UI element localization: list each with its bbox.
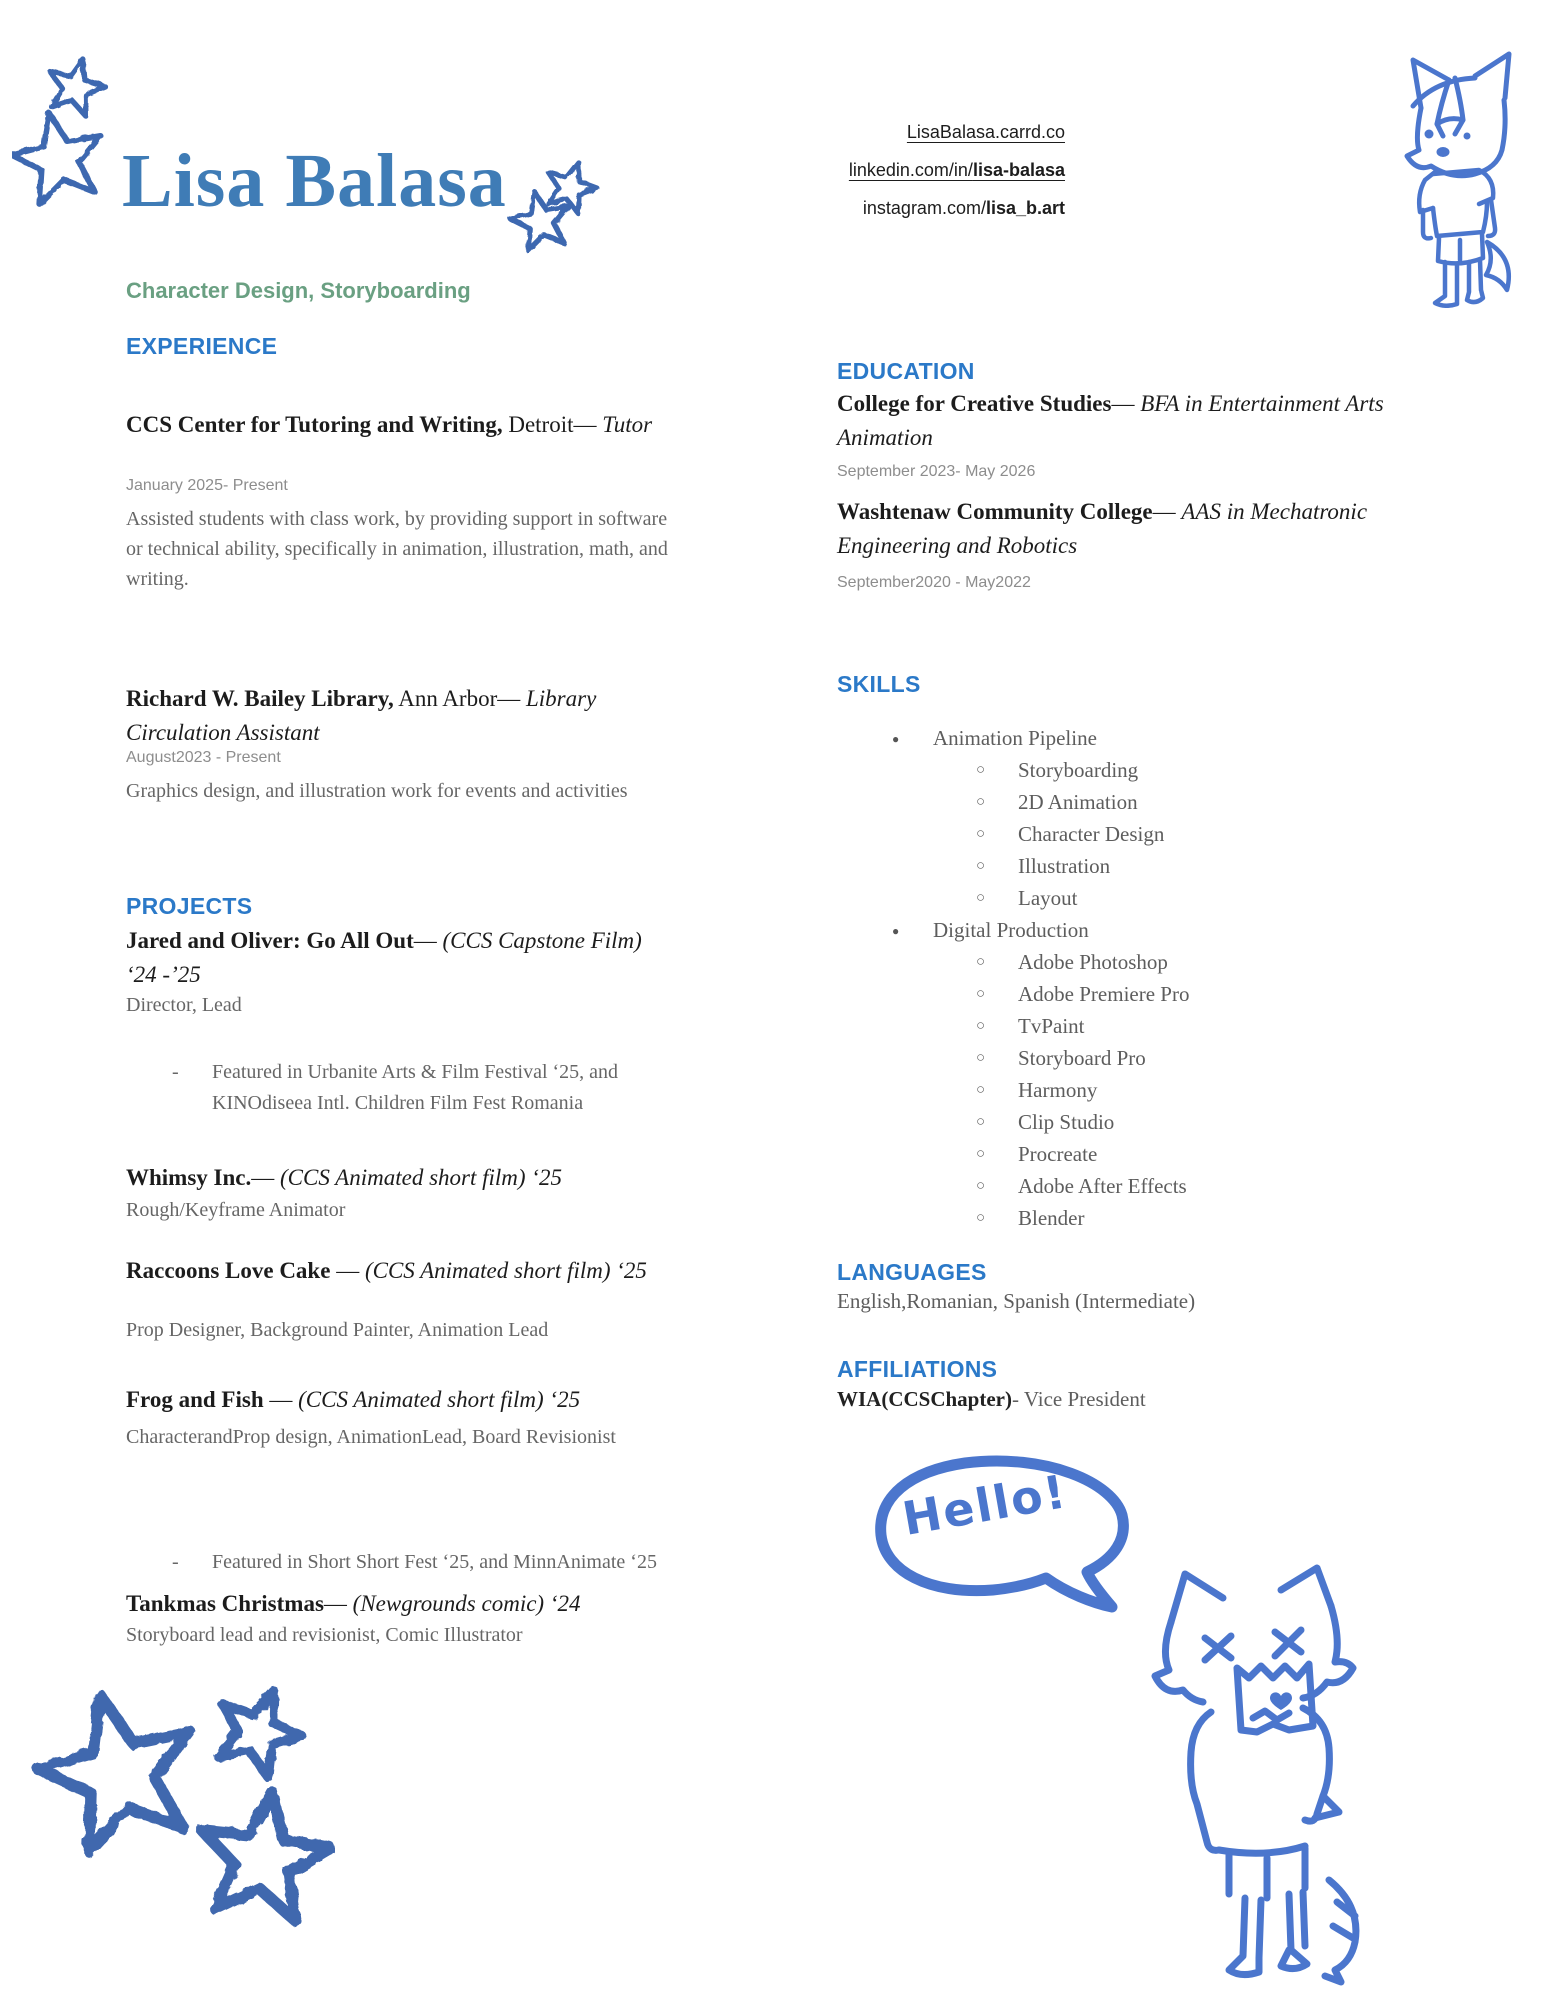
stars-doodle-top-left — [12, 50, 117, 210]
skill-item: ○ Character Design — [837, 818, 1402, 850]
skill-item: ○ Adobe Premiere Pro — [837, 978, 1402, 1010]
project-title: Tankmas Christmas— (Newgrounds comic) ‘24 — [126, 1591, 581, 1616]
link-carrd[interactable]: LisaBalasa.carrd.co — [906, 122, 1065, 142]
section-heading-skills: SKILLS — [837, 671, 921, 697]
job-title: CCS Center for Tutoring and Writing, Detroit— Tutor — [126, 412, 653, 437]
job-dates: January 2025- Present — [126, 477, 288, 494]
skill-item: ○ TvPaint — [837, 1010, 1402, 1042]
red-panda-character-doodle — [1145, 1560, 1360, 1990]
section-heading-education: EDUCATION — [837, 358, 975, 384]
page-title-name: Lisa Balasa — [122, 139, 507, 223]
subtitle: Character Design, Storyboarding — [126, 278, 471, 303]
project-title: Whimsy Inc.— (CCS Animated short film) ‘25 — [126, 1165, 562, 1190]
section-heading-projects: PROJECTS — [126, 893, 253, 919]
project-title: Frog and Fish — (CCS Animated short film) ‘25 — [126, 1387, 581, 1412]
skill-group: ● Animation Pipeline — [837, 722, 1402, 754]
project-title: Raccoons Love Cake — (CCS Animated short film) ‘25 — [126, 1258, 647, 1283]
job-description: Graphics design, and illustration work for events and activities — [126, 780, 628, 802]
project-role: Storyboard lead and revisionist, Comic Illustrator — [126, 1624, 523, 1646]
skill-item: ○ Storyboarding — [837, 754, 1402, 786]
speech-bubble-doodle — [855, 1445, 1160, 1625]
job-title: Richard W. Bailey Library, Ann Arbor— Library Circulation Assistant — [126, 686, 597, 745]
fox-character-doodle — [1383, 46, 1523, 308]
project-bullet: - Featured in Short Short Fest ‘25, and MinnAnimate ‘25 — [126, 1547, 674, 1578]
project-role: Director, Lead — [126, 994, 242, 1016]
languages-text: English,Romanian, Spanish (Intermediate) — [837, 1289, 1196, 1313]
job-description: Assisted students with class work, by providing support in software or technical ability, specifically in animation, illustration, math, and writing. — [126, 508, 668, 590]
section-heading-experience: EXPERIENCE — [126, 333, 278, 359]
job-dates: August2023 - Present — [126, 749, 281, 766]
skill-item: ○ Procreate — [837, 1138, 1402, 1170]
skill-item: ○ Adobe Photoshop — [837, 946, 1402, 978]
project-role: Prop Designer, Background Painter, Animation Lead — [126, 1319, 549, 1341]
link-linkedin[interactable]: linkedin.com/in/lisa-balasa — [848, 160, 1065, 180]
skill-item: ○ Layout — [837, 882, 1402, 914]
speech-bubble-text: Hello! — [898, 1464, 1072, 1546]
skill-item: ○ Harmony — [837, 1074, 1402, 1106]
skill-group: ● Digital Production — [837, 914, 1402, 946]
skill-item: ○ Blender — [837, 1202, 1402, 1234]
link-instagram[interactable]: instagram.com/lisa_b.art — [862, 198, 1065, 218]
project-bullet: - Featured in Urbanite Arts & Film Festival ‘25, and KINOdiseea Intl. Children Film Fest Romania — [126, 1057, 674, 1119]
school-dates: September 2023- May 2026 — [837, 463, 1036, 480]
school-title: Washtenaw Community College— AAS in Mechatronic Engineering and Robotics — [837, 499, 1368, 558]
project-title: Jared and Oliver: Go All Out— (CCS Capstone Film) ‘24 -’25 — [126, 928, 642, 987]
skill-item: ○ Illustration — [837, 850, 1402, 882]
school-dates: September2020 - May2022 — [837, 574, 1031, 591]
skill-item: ○ Clip Studio — [837, 1106, 1402, 1138]
affiliation-entry: WIA(CCSChapter)- Vice President — [837, 1387, 1146, 1411]
stars-doodle-bottom-left — [25, 1675, 335, 1940]
contact-links — [665, 113, 1065, 227]
project-role: Rough/Keyframe Animator — [126, 1199, 346, 1221]
section-heading-affiliations: AFFILIATIONS — [837, 1356, 998, 1382]
skill-item: ○ Adobe After Effects — [837, 1170, 1402, 1202]
school-title: College for Creative Studies— BFA in Entertainment Arts Animation — [837, 391, 1384, 450]
section-heading-languages: LANGUAGES — [837, 1259, 987, 1285]
skill-item: ○ 2D Animation — [837, 786, 1402, 818]
stars-doodle-by-name — [500, 158, 610, 258]
skill-item: ○ Storyboard Pro — [837, 1042, 1402, 1074]
project-role: CharacterandProp design, AnimationLead, Board Revisionist — [126, 1426, 616, 1448]
skills-list — [837, 722, 1402, 1234]
